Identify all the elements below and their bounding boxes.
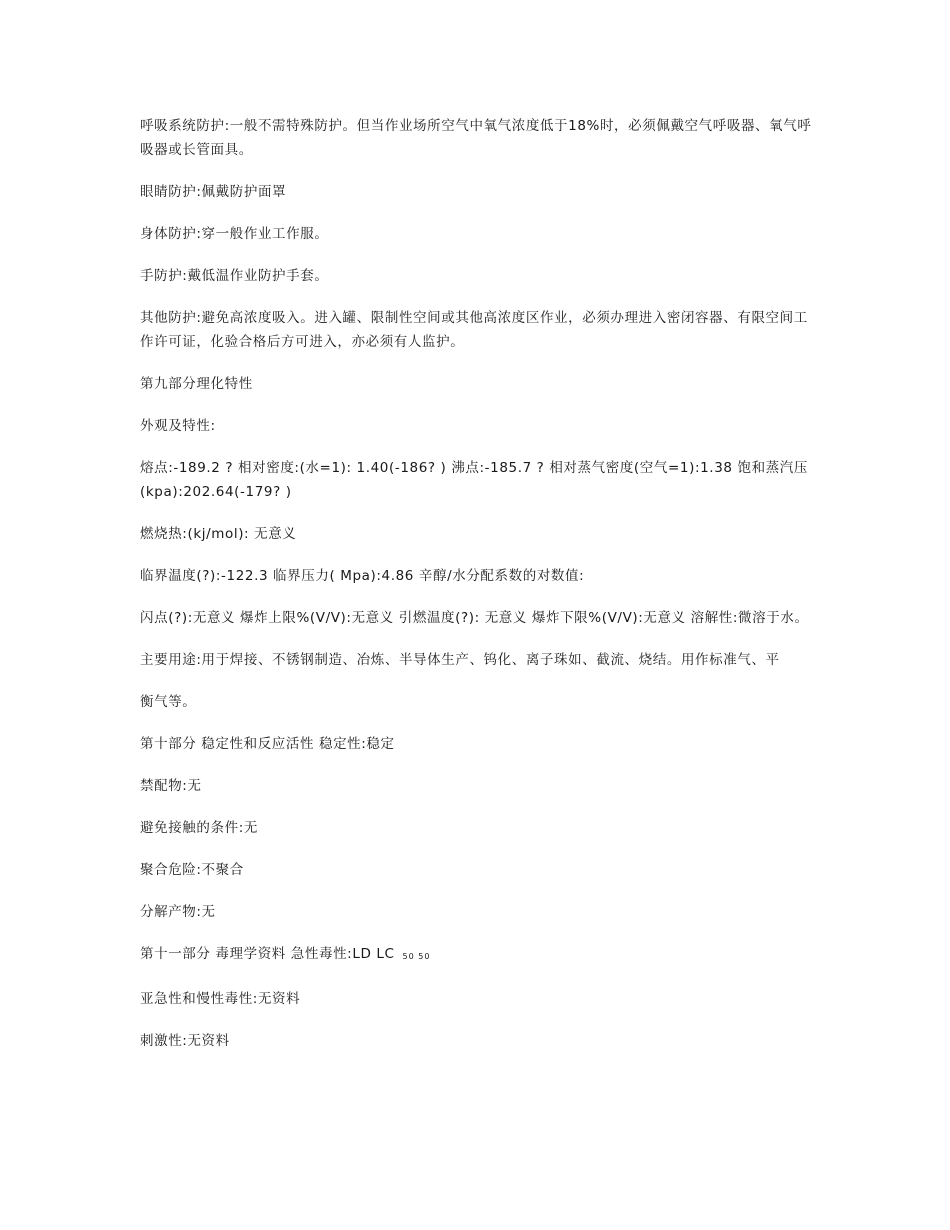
paragraph-main-uses: 主要用途:用于焊接、不锈钢制造、冶炼、半导体生产、钨化、离子珠如、截流、烧结。用作标准气、平 — [140, 652, 780, 668]
paragraph-decomposition-products: 分解产物:无 — [140, 904, 216, 920]
paragraph-hand-protection: 手防护:戴低温作业防护手套。 — [140, 268, 329, 284]
section-heading-part-10: 第十部分 稳定性和反应活性 稳定性:稳定 — [140, 736, 395, 752]
paragraph-incompatible-materials: 禁配物:无 — [140, 778, 202, 794]
paragraph-main-uses-continued: 衡气等。 — [140, 694, 197, 710]
paragraph-flash-point: 闪点(?):无意义 爆炸上限%(V/V):无意义 引燃温度(?): 无意义 爆炸下限%(V/V):无意义 溶解性:微溶于水。 — [140, 610, 809, 626]
paragraph-polymerization-hazard: 聚合危险:不聚合 — [140, 862, 244, 878]
paragraph-appearance: 外观及特性: — [140, 418, 216, 434]
paragraph-heat-of-combustion: 燃烧热:(kj/mol): 无意义 — [140, 526, 297, 542]
toxicology-subscript: 50 50 — [402, 952, 431, 961]
paragraph-other-protection: 其他防护:避免高浓度吸入。进入罐、限制性空间或其他高浓度区作业，必须办理进入密闭容器、有限空间工作许可证，化验合格后方可进入，亦必须有人监护。 — [140, 310, 808, 350]
paragraph-chronic-toxicity: 亚急性和慢性毒性:无资料 — [140, 991, 301, 1007]
paragraph-irritation: 刺激性:无资料 — [140, 1033, 230, 1049]
paragraph-eye-protection: 眼睛防护:佩戴防护面罩 — [140, 184, 287, 200]
toxicology-text: 第十一部分 毒理学资料 急性毒性:LD LC — [140, 946, 395, 962]
paragraph-critical-temperature: 临界温度(?):-122.3 临界压力( Mpa):4.86 辛醇/水分配系数的对数值: — [140, 568, 585, 584]
section-heading-part-11 — [140, 942, 820, 969]
paragraph-respiratory-protection: 呼吸系统防护:一般不需特殊防护。但当作业场所空气中氧气浓度低于18%时，必须佩戴空气呼吸器、氧气呼吸器或长管面具。 — [140, 118, 812, 158]
document-page — [140, 114, 820, 1071]
paragraph-conditions-to-avoid: 避免接触的条件:无 — [140, 820, 258, 836]
section-heading-part-9: 第九部分理化特性 — [140, 376, 253, 392]
paragraph-melting-point: 熔点:-189.2 ? 相对密度:(水=1): 1.40(-186? ) 沸点:-185.7 ? 相对蒸气密度(空气=1):1.38 饱和蒸汽压(kpa):202.64(-179? ) — [140, 460, 808, 500]
paragraph-body-protection: 身体防护:穿一般作业工作服。 — [140, 226, 329, 242]
